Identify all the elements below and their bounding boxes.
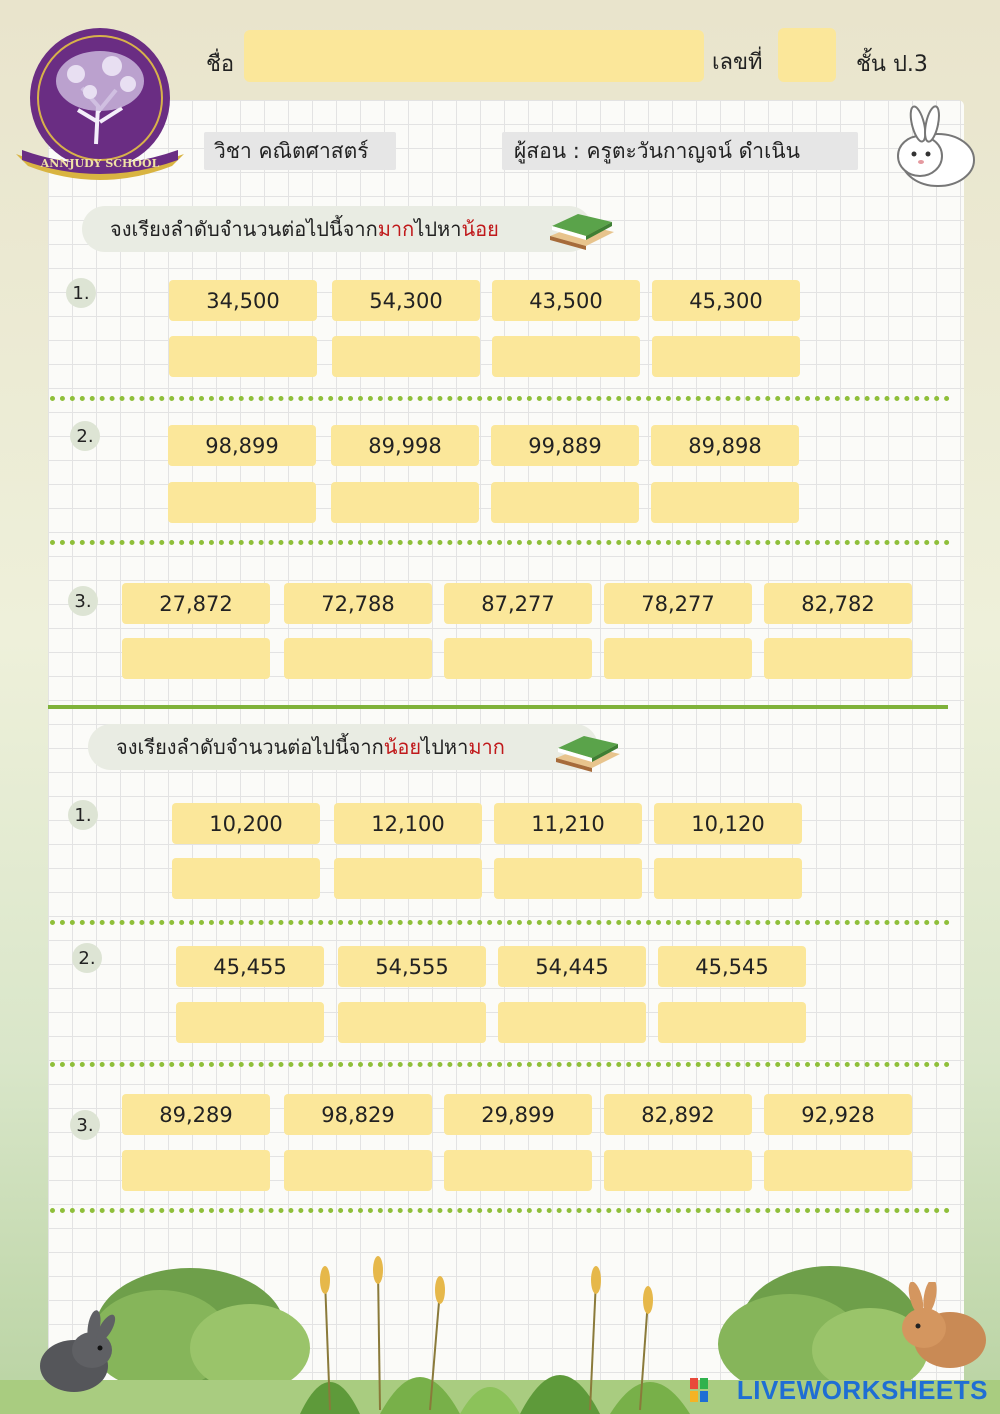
gray-bunny-icon (34, 1310, 120, 1394)
answer-input[interactable] (284, 1150, 432, 1191)
number-card: 34,500 (169, 280, 317, 321)
number-card: 45,455 (176, 946, 324, 987)
answer-input[interactable] (122, 638, 270, 679)
answer-input[interactable] (284, 638, 432, 679)
section-divider (48, 705, 948, 709)
number-card: 99,889 (491, 425, 639, 466)
dotted-divider (50, 920, 950, 925)
question-number: 3. (70, 1110, 100, 1140)
class-label: ชั้น ป.3 (856, 52, 928, 77)
number-card: 98,899 (168, 425, 316, 466)
number-card: 12,100 (334, 803, 482, 844)
answer-input[interactable] (492, 336, 640, 377)
brown-bunny-icon (890, 1282, 990, 1372)
question-number: 1. (68, 800, 98, 830)
answer-input[interactable] (764, 1150, 912, 1191)
liveworksheets-brand: LIVEWORKSHEETS (736, 1375, 988, 1405)
number-card: 78,277 (604, 583, 752, 624)
number-card: 43,500 (492, 280, 640, 321)
number-input[interactable] (778, 28, 836, 82)
instruction-banner-2 (88, 724, 598, 770)
dotted-divider (50, 1062, 950, 1067)
number-card: 54,300 (332, 280, 480, 321)
instruction-highlight: น้อย (461, 217, 499, 241)
number-card: 82,892 (604, 1094, 752, 1135)
number-card: 89,289 (122, 1094, 270, 1135)
answer-input[interactable] (494, 858, 642, 899)
name-label: ชื่อ (206, 52, 235, 77)
answer-input[interactable] (658, 1002, 806, 1043)
number-card: 45,300 (652, 280, 800, 321)
number-card: 10,120 (654, 803, 802, 844)
answer-input[interactable] (338, 1002, 486, 1043)
subject-label: วิชา คณิตศาสตร์ (204, 132, 396, 170)
dotted-divider (50, 1208, 950, 1213)
answer-input[interactable] (652, 336, 800, 377)
answer-input[interactable] (332, 336, 480, 377)
instruction-text: ไปหา (414, 217, 462, 241)
number-card: 11,210 (494, 803, 642, 844)
number-card: 54,445 (498, 946, 646, 987)
number-card: 54,555 (338, 946, 486, 987)
answer-input[interactable] (334, 858, 482, 899)
logo-text: ANNJUDY SCHOOL (40, 157, 160, 170)
answer-input[interactable] (654, 858, 802, 899)
answer-input[interactable] (604, 1150, 752, 1191)
number-card: 98,829 (284, 1094, 432, 1135)
answer-input[interactable] (122, 1150, 270, 1191)
number-card: 87,277 (444, 583, 592, 624)
answer-input[interactable] (764, 638, 912, 679)
instruction-text: ไปหา (421, 735, 469, 759)
teacher-label: ผู้สอน : ครูตะวันกาญจน์ ดำเนิน (502, 132, 858, 170)
dotted-divider (50, 396, 950, 401)
answer-input[interactable] (444, 1150, 592, 1191)
number-card: 45,545 (658, 946, 806, 987)
number-card: 92,928 (764, 1094, 912, 1135)
number-card: 27,872 (122, 583, 270, 624)
answer-input[interactable] (444, 638, 592, 679)
question-number: 1. (66, 278, 96, 308)
answer-input[interactable] (331, 482, 479, 523)
answer-input[interactable] (604, 638, 752, 679)
question-number: 3. (68, 586, 98, 616)
answer-input[interactable] (498, 1002, 646, 1043)
number-label: เลขที่ (712, 50, 763, 75)
liveworksheets-logo-icon (690, 1378, 708, 1402)
book-icon (552, 730, 624, 772)
white-bunny-icon (890, 102, 980, 190)
school-logo (12, 26, 187, 181)
number-card: 29,899 (444, 1094, 592, 1135)
answer-input[interactable] (651, 482, 799, 523)
answer-input[interactable] (169, 336, 317, 377)
instruction-highlight: น้อย (383, 735, 422, 759)
number-card: 89,998 (331, 425, 479, 466)
number-card: 82,782 (764, 583, 912, 624)
number-card: 10,200 (172, 803, 320, 844)
instruction-highlight: มาก (377, 217, 415, 241)
answer-input[interactable] (168, 482, 316, 523)
question-number: 2. (70, 421, 100, 451)
instruction-text: จงเรียงลำดับจำนวนต่อไปนี้จาก (116, 735, 384, 759)
instruction-text: จงเรียงลำดับจำนวนต่อไปนี้จาก (110, 217, 378, 241)
question-number: 2. (72, 943, 102, 973)
answer-input[interactable] (491, 482, 639, 523)
instruction-banner-1 (82, 206, 592, 252)
book-icon (546, 208, 618, 250)
number-card: 89,898 (651, 425, 799, 466)
dotted-divider (50, 540, 950, 545)
answer-input[interactable] (176, 1002, 324, 1043)
number-card: 72,788 (284, 583, 432, 624)
answer-input[interactable] (172, 858, 320, 899)
name-input[interactable] (244, 30, 704, 82)
instruction-highlight: มาก (468, 735, 505, 759)
